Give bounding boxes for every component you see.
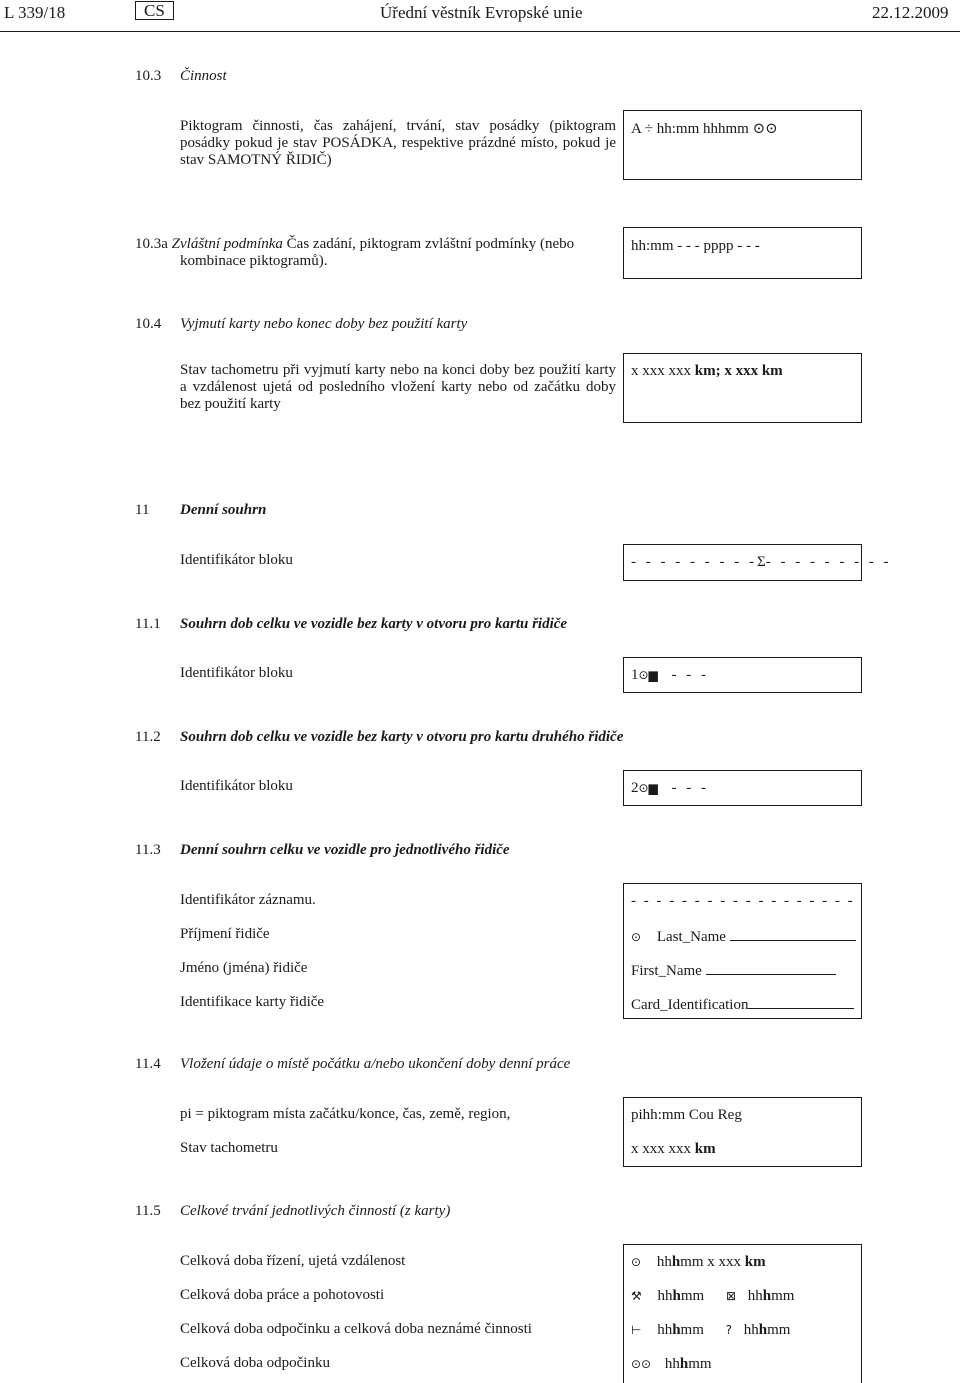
section-title: Zvláštní podmínka (171, 236, 283, 252)
km-unit: km (744, 1254, 766, 1270)
publication-date: 22.12.2009 (872, 3, 949, 22)
driver-icon: ⊙ (631, 930, 642, 944)
hours: hh (747, 1288, 763, 1304)
surname-label: Příjmení řidiče (180, 926, 270, 942)
block-id-box (623, 770, 862, 806)
section-heading-row (135, 236, 617, 253)
section-title: Denní souhrn celku ve vozidle pro jednotlivého řidiče (180, 842, 510, 858)
crew-icon: ⊙⊙ (631, 1357, 652, 1371)
odometer-box (623, 353, 862, 423)
block-id-box (623, 544, 892, 581)
km-unit: km (694, 1141, 716, 1157)
dash-fill: - - - (671, 667, 710, 683)
card-slot-icon: ⊙▆ (638, 668, 658, 682)
underline (706, 961, 836, 975)
km-unit: km (694, 363, 716, 379)
section-number: 10.3a (135, 236, 168, 252)
section-number: 11.2 (135, 729, 161, 745)
section-description-cont: kombinace piktogramů). (180, 253, 328, 269)
field-label: Identifikátor bloku (180, 778, 293, 794)
first-name-label: Jméno (jména) řidiče (180, 960, 308, 976)
underline (730, 927, 856, 941)
surname-row (631, 927, 856, 946)
rest-total-label: Celková doba odpočinku (180, 1355, 330, 1371)
minutes: mm (767, 1322, 791, 1338)
section-description: Piktogram činnosti, čas zahájení, trvání, stav posádky (piktogram posádky pokud je stav POSÁDKA, respektive prázdné místo, pokud je stav SAMOTNÝ ŘIDIČ) (180, 118, 616, 168)
minutes: mm (680, 1322, 704, 1338)
minutes: mm (771, 1288, 795, 1304)
minutes: mm (680, 1288, 705, 1304)
place-box (623, 1097, 862, 1167)
rest-icon: ⊢ (631, 1323, 642, 1337)
minutes-distance: mm x xxx (680, 1254, 745, 1270)
dash-fill: - - - - - - - - - (631, 554, 757, 570)
driving-row (631, 1254, 766, 1271)
underline (748, 995, 854, 1009)
dash-fill: - - - (671, 780, 710, 796)
place-value: pihh:mm Cou Reg (631, 1107, 742, 1123)
section-title: Celkové trvání jednotlivých činností (z karty) (180, 1203, 451, 1219)
section-number: 11.3 (135, 842, 161, 858)
rest-unknown-total-label: Celková doba odpočinku a celková doba neznámé činnosti (180, 1321, 532, 1337)
section-number: 11.1 (135, 616, 161, 632)
section-number: 11.5 (135, 1203, 161, 1219)
work-total-label: Celková doba práce a pohotovosti (180, 1287, 385, 1303)
card-id-label: Identifikace karty řidiče (180, 994, 325, 1010)
section-description: Stav tachometru při vyjmutí karty nebo na konci doby bez použití karty a vzdálenost ujetá od posledního vložení karty nebo od začátku doby bez použití karty (180, 362, 616, 412)
work-icon: ⚒ (631, 1289, 642, 1303)
language-code: CS (135, 1, 174, 20)
block-index: 2 (631, 780, 639, 796)
block-id-box (623, 657, 862, 693)
work-row (631, 1288, 794, 1305)
hours-bold: h (762, 1288, 772, 1304)
section-number: 11.4 (135, 1056, 161, 1072)
activity-totals-box (623, 1244, 862, 1383)
hours-bold: h (672, 1322, 681, 1338)
field-label: Identifikátor bloku (180, 665, 293, 681)
hours-bold: h (671, 1254, 681, 1270)
special-condition-box (623, 227, 862, 279)
section-title: Souhrn dob celku ve vozidle bez karty v otvoru pro kartu druhého řidiče (180, 729, 624, 745)
hours-bold: h (758, 1322, 768, 1338)
card-slot-icon: ⊙▆ (638, 781, 658, 795)
page-reference: L 339/18 (4, 3, 66, 22)
hours: hh (664, 1356, 680, 1372)
unknown-activity-icon: ? (725, 1323, 733, 1337)
hours: hh (743, 1322, 759, 1338)
availability-icon: ⊠ (725, 1289, 737, 1303)
section-number: 11 (135, 502, 150, 518)
record-id-label: Identifikátor záznamu. (180, 892, 316, 908)
section-title: Vyjmutí karty nebo konec doby bez použití karty (180, 316, 468, 332)
card-id-row (631, 995, 854, 1014)
first-name-row (631, 961, 836, 980)
km-unit: km (761, 363, 783, 379)
block-index: 1 (631, 667, 639, 683)
section-description: Čas zadání, piktogram zvláštní podmínky (nebo (286, 236, 575, 252)
sigma-icon: Σ (756, 554, 766, 570)
section-title: Vložení údaje o místě počátku a/nebo ukončení doby denní práce (180, 1056, 571, 1072)
section-number: 10.4 (135, 316, 162, 332)
hours: hh (657, 1288, 673, 1304)
section-title: Souhrn dob celku ve vozidle bez karty v otvoru pro kartu řidiče (180, 616, 568, 632)
distance-value: ; x xxx (715, 363, 762, 379)
journal-title: Úřední věstník Evropské unie (380, 3, 583, 22)
hours: hh (657, 1322, 673, 1338)
driver-summary-box (623, 883, 862, 1019)
rest-unknown-row (631, 1322, 790, 1339)
dash-fill: - - - - - - - - - - - - - - - - - - (631, 893, 855, 909)
driving-total-label: Celková doba řízení, ujetá vzdálenost (180, 1253, 406, 1269)
driving-icon: ⊙ (631, 1255, 642, 1269)
hours-bold: h (672, 1288, 681, 1304)
card-id-value: Card_Identification (631, 997, 749, 1013)
surname-value: Last_Name (656, 929, 726, 945)
activity-field-value: A ÷ hh:mm hhhmm ⊙⊙ (631, 121, 778, 137)
odometer-row (631, 1141, 716, 1158)
hours-bold: h (679, 1356, 689, 1372)
section-title: Denní souhrn (180, 502, 267, 518)
field-label: Identifikátor bloku (180, 552, 293, 568)
rest-row (631, 1356, 712, 1373)
first-name-value: First_Name (631, 963, 702, 979)
dash-fill: - - - - - - - - - (765, 554, 892, 570)
hours: hh (656, 1254, 672, 1270)
section-title: Činnost (180, 68, 227, 84)
odometer-label: Stav tachometru (180, 1140, 278, 1156)
special-condition-value: hh:mm - - - pppp - - - (631, 238, 760, 254)
section-number: 10.3 (135, 68, 162, 84)
header-rule (0, 31, 960, 32)
odometer-value: x xxx xxx (631, 1141, 695, 1157)
odometer-value: x xxx xxx (631, 363, 695, 379)
place-label: pi = piktogram místa začátku/konce, čas, země, region, (180, 1106, 511, 1122)
minutes: mm (688, 1356, 712, 1372)
activity-field-box (623, 110, 862, 180)
